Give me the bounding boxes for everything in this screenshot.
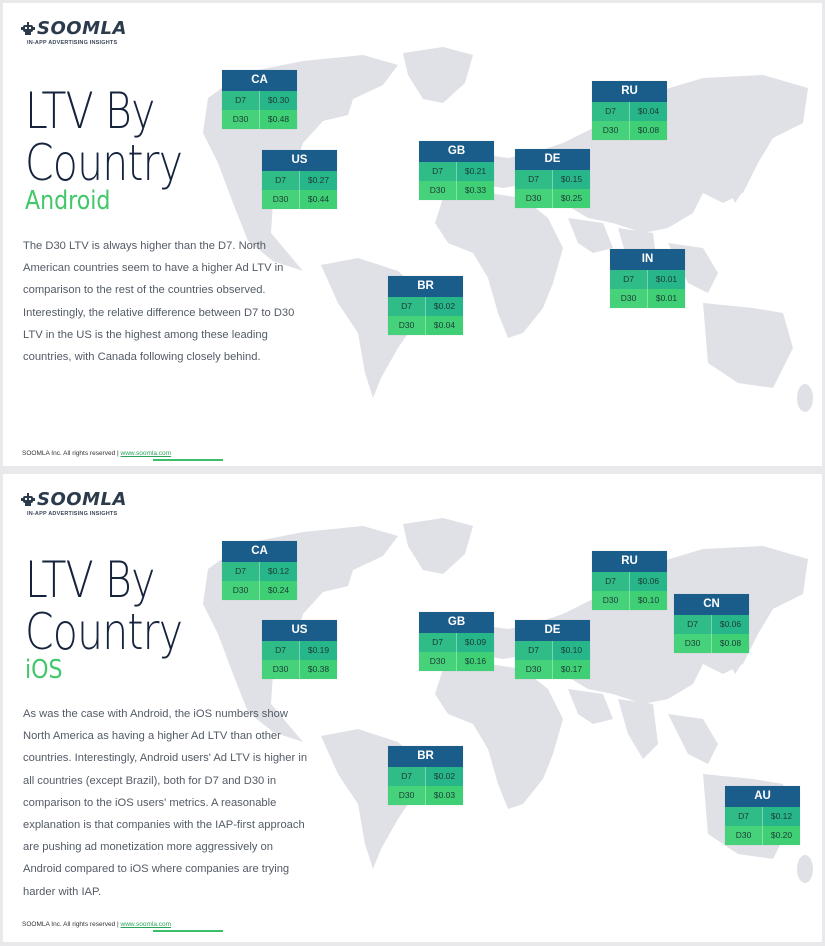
footer-copyright: SOOMLA Inc. All rights reserved | (22, 450, 119, 457)
d30-value: $0.44 (307, 194, 330, 204)
d7-label: D7 (262, 171, 300, 190)
country-code: BR (388, 276, 463, 297)
country-code: BR (388, 746, 463, 767)
country-table-br (388, 746, 463, 805)
title-line-1: LTV By (25, 551, 155, 609)
country-table-ru (592, 81, 667, 140)
d30-value: $0.25 (560, 193, 583, 203)
d30-label: D30 (515, 660, 553, 679)
d7-value: $0.12 (267, 566, 290, 576)
platform-label: iOS (25, 655, 63, 685)
country-code: DE (515, 620, 590, 641)
d7-label: D7 (725, 807, 763, 826)
d7-label: D7 (610, 270, 648, 289)
d30-label: D30 (515, 189, 553, 208)
country-code: US (262, 620, 337, 641)
d30-value: $0.16 (464, 656, 487, 666)
slide-android (3, 3, 822, 466)
d30-value: $0.04 (433, 320, 456, 330)
d30-label: D30 (592, 591, 630, 610)
d30-label: D30 (222, 581, 260, 600)
d30-value: $0.17 (560, 664, 583, 674)
country-code: CA (222, 70, 297, 91)
d7-value: $0.02 (433, 301, 456, 311)
d30-label: D30 (674, 634, 712, 653)
d7-value: $0.01 (655, 274, 678, 284)
country-table-in (610, 249, 685, 308)
soomla-logo (21, 491, 127, 517)
country-table-ca (222, 541, 297, 600)
d30-label: D30 (419, 181, 457, 200)
footer-underline (153, 459, 223, 461)
d7-value: $0.27 (307, 175, 330, 185)
d7-value: $0.12 (770, 811, 793, 821)
country-table-us (262, 150, 337, 209)
d30-value: $0.10 (637, 595, 660, 605)
d30-value: $0.38 (307, 664, 330, 674)
title-line-1: LTV By (25, 82, 155, 140)
d30-value: $0.20 (770, 830, 793, 840)
description-text: The D30 LTV is always higher than the D7. North American countries seem to have a higher Ad LTV in comparison to the rest of the countries observed. Interestingly, the relative difference between D7 to D30 LTV in the US is the highest among these leading countries, with Canada following closely behind. (23, 240, 295, 364)
d30-value: $0.01 (655, 293, 678, 303)
country-code: GB (419, 612, 494, 633)
country-table-ca (222, 70, 297, 129)
brand-tagline: IN-APP ADVERTISING INSIGHTS (27, 40, 118, 46)
country-code: AU (725, 786, 800, 807)
country-code: CN (674, 594, 749, 615)
d7-value: $0.09 (464, 637, 487, 647)
d7-value: $0.15 (560, 174, 583, 184)
d30-label: D30 (262, 660, 300, 679)
d7-label: D7 (222, 91, 260, 110)
title-line-2: Country (25, 603, 183, 661)
d7-value: $0.06 (719, 619, 742, 629)
d7-label: D7 (222, 562, 260, 581)
country-code: GB (419, 141, 494, 162)
d30-value: $0.08 (637, 125, 660, 135)
d7-label: D7 (419, 162, 457, 181)
country-table-gb (419, 612, 494, 671)
d7-value: $0.10 (560, 645, 583, 655)
d30-value: $0.03 (433, 790, 456, 800)
footer-link[interactable]: www.soomla.com (120, 450, 172, 457)
soomla-robot-icon (21, 493, 35, 507)
country-table-ru (592, 551, 667, 610)
d7-label: D7 (388, 767, 426, 786)
d30-label: D30 (388, 316, 426, 335)
country-table-au (725, 786, 800, 845)
title-line-2: Country (25, 134, 183, 192)
footer-link[interactable]: www.soomla.com (120, 921, 172, 928)
d7-label: D7 (592, 102, 630, 121)
d30-label: D30 (725, 826, 763, 845)
d7-value: $0.06 (637, 576, 660, 586)
country-table-br (388, 276, 463, 335)
d7-label: D7 (674, 615, 712, 634)
d7-label: D7 (419, 633, 457, 652)
d30-label: D30 (222, 110, 260, 129)
d7-value: $0.21 (464, 166, 487, 176)
footer (22, 450, 171, 457)
footer (22, 921, 171, 928)
footer-underline (153, 930, 223, 932)
d7-value: $0.19 (307, 645, 330, 655)
country-code: RU (592, 81, 667, 102)
soomla-logo (21, 20, 127, 46)
page-title (25, 551, 183, 661)
country-table-de (515, 149, 590, 208)
d30-value: $0.33 (464, 185, 487, 195)
d30-label: D30 (419, 652, 457, 671)
country-table-gb (419, 141, 494, 200)
d30-label: D30 (592, 121, 630, 140)
d7-label: D7 (388, 297, 426, 316)
country-code: DE (515, 149, 590, 170)
d30-value: $0.24 (267, 585, 290, 595)
d30-label: D30 (388, 786, 426, 805)
d7-label: D7 (515, 641, 553, 660)
d30-label: D30 (262, 190, 300, 209)
brand-tagline: IN-APP ADVERTISING INSIGHTS (27, 511, 118, 517)
country-code: US (262, 150, 337, 171)
page-title (25, 82, 183, 192)
country-table-de (515, 620, 590, 679)
platform-label: Android (25, 186, 111, 216)
d7-value: $0.30 (267, 95, 290, 105)
footer-copyright: SOOMLA Inc. All rights reserved | (22, 921, 119, 928)
country-table-us (262, 620, 337, 679)
soomla-robot-icon (21, 22, 35, 36)
d7-value: $0.02 (433, 771, 456, 781)
country-code: IN (610, 249, 685, 270)
d7-label: D7 (515, 170, 553, 189)
slide-ios (3, 474, 822, 942)
d30-value: $0.08 (719, 638, 742, 648)
country-table-cn (674, 594, 749, 653)
d7-label: D7 (262, 641, 300, 660)
d30-value: $0.48 (267, 114, 290, 124)
d30-label: D30 (610, 289, 648, 308)
d7-value: $0.04 (637, 106, 660, 116)
description-text: As was the case with Android, the iOS numbers show North America as having a higher Ad LTV than other countries. Interestingly, Android users' Ad LTV is higher in all countries (except Brazil), both for D7 and D30 in comparison to the iOS users' metrics. A reasonable explanation is that companies with the IAP-first approach are pushing ad monetization more aggressively on Android compared to iOS where companies are trying harder with IAP. (23, 708, 308, 898)
brand-name: SOOMLA (37, 489, 127, 510)
d7-label: D7 (592, 572, 630, 591)
brand-name: SOOMLA (37, 18, 127, 39)
country-code: RU (592, 551, 667, 572)
country-code: CA (222, 541, 297, 562)
